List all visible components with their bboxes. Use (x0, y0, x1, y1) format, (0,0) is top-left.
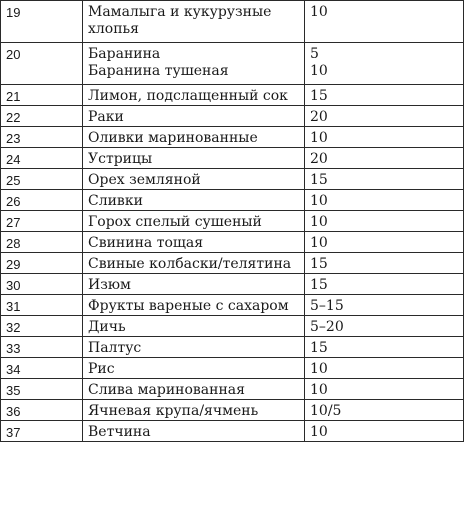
table-row (1, 295, 464, 316)
food-name-cell (83, 400, 305, 421)
value-cell (305, 106, 464, 127)
food-name-cell (83, 253, 305, 274)
value-line: 10 (310, 361, 328, 377)
value-cell (305, 190, 464, 211)
table-row (1, 148, 464, 169)
table-row (1, 211, 464, 232)
value-line: 15 (310, 340, 328, 356)
table-row (1, 127, 464, 148)
row-number-cell: 25 (1, 169, 83, 190)
value-line: 15 (310, 256, 328, 272)
food-name-line: Фрукты вареные с сахаром (88, 298, 289, 314)
row-number-cell: 28 (1, 232, 83, 253)
value-cell (305, 358, 464, 379)
food-name-line: Лимон, подслащенный сок (88, 88, 288, 104)
food-name-line: Сливки (88, 193, 143, 209)
table-row (1, 169, 464, 190)
value-line: 10 (310, 130, 328, 146)
value-cell (305, 169, 464, 190)
table-row (1, 1, 464, 43)
row-number-cell: 33 (1, 337, 83, 358)
row-number-cell: 37 (1, 421, 83, 442)
value-cell (305, 295, 464, 316)
row-number-cell: 27 (1, 211, 83, 232)
food-name-cell (83, 148, 305, 169)
food-name-line: Горох спелый сушеный (88, 214, 262, 230)
food-name-cell (83, 421, 305, 442)
food-name-line: Ячневая крупа/ячмень (88, 403, 259, 419)
row-number-cell: 32 (1, 316, 83, 337)
row-number-cell: 26 (1, 190, 83, 211)
food-name-line: Слива маринованная (88, 382, 245, 398)
value-cell (305, 1, 464, 43)
row-number-cell: 34 (1, 358, 83, 379)
value-cell (305, 316, 464, 337)
value-line: 15 (310, 277, 328, 293)
row-number-cell: 30 (1, 274, 83, 295)
food-name-line: Рис (88, 361, 115, 377)
value-line: 5–15 (310, 298, 344, 314)
value-cell (305, 337, 464, 358)
value-cell (305, 274, 464, 295)
row-number-cell: 22 (1, 106, 83, 127)
table-row (1, 190, 464, 211)
value-line: 5–20 (310, 319, 344, 335)
food-name-cell (83, 127, 305, 148)
value-cell (305, 85, 464, 106)
row-number-cell: 24 (1, 148, 83, 169)
value-cell (305, 148, 464, 169)
food-name-line: Дичь (88, 319, 126, 335)
food-name-cell (83, 379, 305, 400)
table-row (1, 232, 464, 253)
value-line: 20 (310, 109, 328, 125)
food-name-cell (83, 232, 305, 253)
row-number-cell: 29 (1, 253, 83, 274)
row-number-cell: 36 (1, 400, 83, 421)
food-name-cell (83, 190, 305, 211)
row-number-cell: 31 (1, 295, 83, 316)
table-row (1, 316, 464, 337)
food-name-cell (83, 274, 305, 295)
food-name-cell (83, 316, 305, 337)
value-cell (305, 400, 464, 421)
value-cell (305, 253, 464, 274)
food-name-line: Свинина тощая (88, 235, 204, 251)
value-cell (305, 43, 464, 85)
food-name-line: хлопья (88, 21, 140, 37)
table-row (1, 106, 464, 127)
food-name-line: Устрицы (88, 151, 153, 167)
table-row (1, 274, 464, 295)
table-row (1, 400, 464, 421)
food-name-line: Изюм (88, 277, 131, 293)
table-row (1, 421, 464, 442)
food-name-cell (83, 169, 305, 190)
food-name-cell (83, 106, 305, 127)
value-line: 10/5 (310, 403, 342, 419)
row-number-cell: 19 (1, 1, 83, 43)
value-line: 10 (310, 424, 328, 440)
table-body (1, 1, 464, 442)
food-name-cell (83, 295, 305, 316)
value-cell (305, 379, 464, 400)
value-line: 15 (310, 172, 328, 188)
food-name-line: Оливки маринованные (88, 130, 258, 146)
food-name-line: Баранина (88, 46, 161, 62)
value-cell (305, 421, 464, 442)
row-number-cell: 20 (1, 43, 83, 85)
food-name-line: Мамалыга и кукурузные (88, 4, 272, 20)
value-cell (305, 232, 464, 253)
food-name-line: Орех земляной (88, 172, 201, 188)
value-line: 10 (310, 4, 328, 20)
value-line: 10 (310, 193, 328, 209)
table-row (1, 337, 464, 358)
food-name-line: Палтус (88, 340, 142, 356)
value-cell (305, 211, 464, 232)
value-line: 5 (310, 46, 319, 62)
food-name-cell (83, 1, 305, 43)
food-name-cell (83, 85, 305, 106)
food-name-cell (83, 358, 305, 379)
food-name-line: Раки (88, 109, 124, 125)
food-name-line: Свиные колбаски/телятина (88, 256, 292, 272)
value-cell (305, 127, 464, 148)
row-number-cell: 35 (1, 379, 83, 400)
food-name-line: Баранина тушеная (88, 63, 229, 79)
value-line: 10 (310, 63, 328, 79)
row-number-cell: 23 (1, 127, 83, 148)
value-line: 10 (310, 214, 328, 230)
food-name-cell (83, 337, 305, 358)
value-line: 15 (310, 88, 328, 104)
food-name-line: Ветчина (88, 424, 151, 440)
value-line: 10 (310, 235, 328, 251)
table-row (1, 379, 464, 400)
food-name-cell (83, 43, 305, 85)
value-line: 20 (310, 151, 328, 167)
table-row (1, 253, 464, 274)
row-number-cell: 21 (1, 85, 83, 106)
food-name-cell (83, 211, 305, 232)
table-row (1, 43, 464, 85)
table-row (1, 358, 464, 379)
value-line: 10 (310, 382, 328, 398)
table-row (1, 85, 464, 106)
